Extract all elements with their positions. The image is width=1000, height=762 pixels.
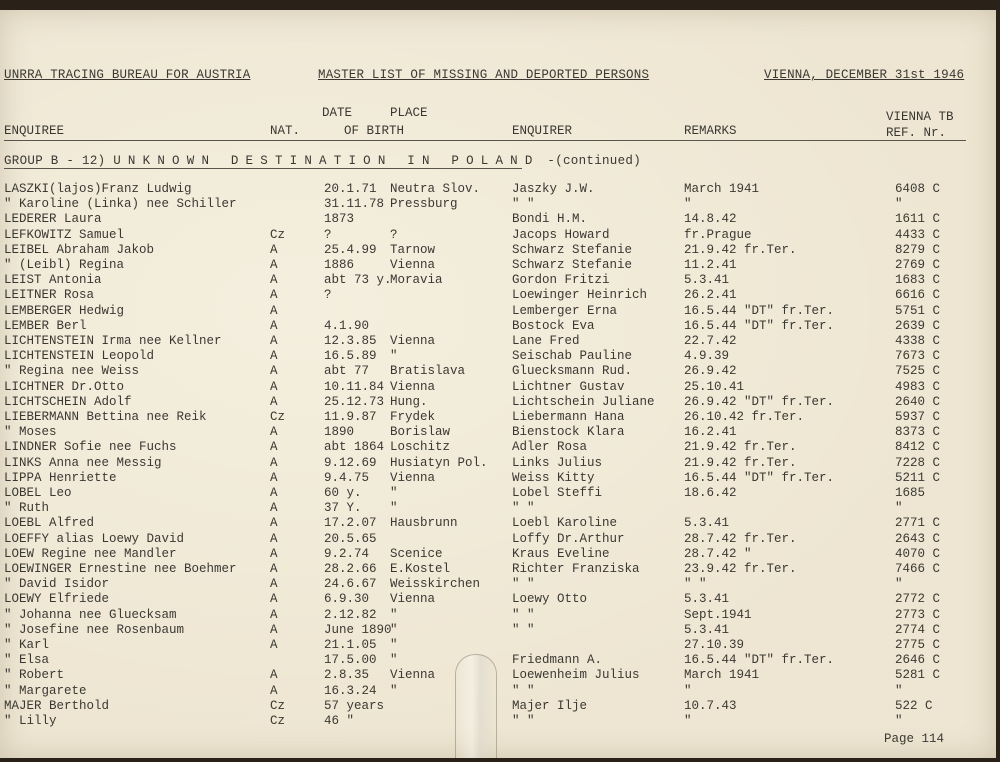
header-rule <box>4 140 966 141</box>
cell-ref: 8412 C <box>895 440 941 455</box>
cell-remarks: March 1941 <box>684 182 760 196</box>
cell-nat: A <box>270 273 278 288</box>
page-header <box>0 68 970 88</box>
cell-place: " <box>390 501 398 516</box>
cell-name: LOEW Regine nee Mandler <box>4 546 177 561</box>
table-row <box>0 501 996 516</box>
cell-remarks: 22.7.42 <box>684 334 737 348</box>
cell-enquirer: Lichtner Gustav <box>512 379 625 394</box>
cell-date: 37 Y. <box>324 501 362 516</box>
cell-enquirer: Gordon Fritzi <box>512 273 610 288</box>
cell-remarks: 26.9.42 "DT" fr.Ter. <box>684 394 835 409</box>
cell-remarks: 21.9.42 fr.Ter. <box>684 440 797 455</box>
cell-remarks: 18.6.42 <box>684 486 737 500</box>
cell-enquirer: Jaszky J.W. <box>512 182 595 196</box>
table-row <box>0 288 996 303</box>
cell-date: 1890 <box>324 425 355 440</box>
cell-date: 46 " <box>324 714 355 728</box>
table-row <box>0 714 996 729</box>
cell-nat: A <box>270 242 278 257</box>
table-row <box>0 273 996 288</box>
cell-place: Vienna <box>390 592 436 607</box>
document-page <box>0 10 996 758</box>
cell-ref: 2773 C <box>895 607 941 622</box>
cell-nat: A <box>270 288 278 303</box>
place-date: VIENNA, DECEMBER 31st 1946 <box>764 68 965 82</box>
cell-nat: A <box>270 303 278 318</box>
cell-nat: Cz <box>270 714 286 728</box>
cell-name: LICHTSCHEIN Adolf <box>4 394 132 409</box>
cell-ref: 522 C <box>895 698 933 713</box>
cell-nat: A <box>270 364 278 379</box>
table-row <box>0 653 996 668</box>
cell-nat: Cz <box>270 410 286 424</box>
cell-name: LICHTENSTEIN Irma nee Kellner <box>4 334 222 348</box>
table-row <box>0 364 996 379</box>
cell-enquirer: " " <box>512 197 535 212</box>
table-row <box>0 516 996 531</box>
cell-enquirer: Schwarz Stefanie <box>512 242 633 257</box>
cell-date: 9.12.69 <box>324 455 377 470</box>
cell-enquirer: Bondi H.M. <box>512 212 588 227</box>
cell-date: abt 1864 <box>324 440 385 455</box>
cell-nat: A <box>270 622 278 637</box>
cell-date: 21.1.05 <box>324 638 377 652</box>
cell-nat: A <box>270 440 278 455</box>
cell-date: 57 years <box>324 698 385 713</box>
table-row <box>0 319 996 334</box>
cell-remarks: 14.8.42 <box>684 212 737 227</box>
group-heading <box>4 154 641 168</box>
cell-enquirer: " " <box>512 683 535 698</box>
cell-place: Tarnow <box>390 242 436 257</box>
cell-date: 24.6.67 <box>324 577 377 592</box>
cell-place: Pressburg <box>390 197 458 212</box>
cell-remarks: 4.9.39 <box>684 349 730 364</box>
cell-date: 9.4.75 <box>324 470 370 485</box>
cell-nat: A <box>270 638 278 652</box>
page-number: Page 114 <box>884 732 945 746</box>
cell-ref: 7673 C <box>895 349 941 364</box>
cell-enquirer: " " <box>512 607 535 622</box>
cell-date: 11.9.87 <box>324 410 377 424</box>
table-row <box>0 395 996 410</box>
cell-remarks: 10.7.43 <box>684 698 737 713</box>
cell-date: 17.5.00 <box>324 653 377 668</box>
cell-nat: A <box>270 607 278 622</box>
table-row <box>0 592 996 607</box>
cell-name: LASZKI(lajos)Franz Ludwig <box>4 182 192 196</box>
table-row <box>0 182 996 197</box>
table-row <box>0 562 996 577</box>
cell-enquirer: Lobel Steffi <box>512 486 603 500</box>
table-row <box>0 304 996 319</box>
cell-remarks: 16.5.44 "DT" fr.Ter. <box>684 470 835 485</box>
cell-ref: 8373 C <box>895 425 941 440</box>
table-row <box>0 334 996 349</box>
col-enquirer: ENQUIRER <box>512 124 573 138</box>
cell-ref: 8279 C <box>895 242 941 257</box>
cell-ref: 2772 C <box>895 592 941 607</box>
column-headers <box>0 106 980 142</box>
cell-nat: A <box>270 455 278 470</box>
cell-name: LOBEL Leo <box>4 486 72 500</box>
cell-remarks: 28.7.42 " <box>684 546 752 561</box>
cell-place: Moravia <box>390 273 443 288</box>
table-row <box>0 228 996 243</box>
cell-place: Vienna <box>390 258 436 272</box>
cell-enquirer: Lemberger Erna <box>512 303 618 318</box>
cell-place: " <box>390 349 398 364</box>
cell-remarks: 23.9.42 fr.Ter. <box>684 562 797 576</box>
cell-enquirer: Adler Rosa <box>512 440 588 455</box>
cell-enquirer: Links Julius <box>512 455 603 470</box>
table-row <box>0 471 996 486</box>
table-row <box>0 243 996 258</box>
cell-date: 9.2.74 <box>324 546 370 561</box>
table-row <box>0 258 996 273</box>
cell-date: 25.4.99 <box>324 242 377 257</box>
cell-date: 6.9.30 <box>324 592 370 607</box>
col-remarks: REMARKS <box>684 124 737 138</box>
table-row <box>0 440 996 455</box>
cell-remarks: 5.3.41 <box>684 516 730 531</box>
cell-date: 28.2.66 <box>324 562 377 576</box>
cell-ref: " <box>895 197 903 212</box>
cell-remarks: 11.2.41 <box>684 258 737 272</box>
cell-place: Scenice <box>390 546 443 561</box>
cell-remarks: 5.3.41 <box>684 273 730 288</box>
cell-name: LICHTNER Dr.Otto <box>4 379 125 394</box>
cell-remarks: fr.Prague <box>684 227 752 242</box>
cell-place: Frydek <box>390 410 436 424</box>
cell-date: 16.3.24 <box>324 683 377 698</box>
cell-nat: A <box>270 470 278 485</box>
cell-date: abt 73 y. <box>324 273 392 288</box>
cell-ref: " <box>895 577 903 592</box>
cell-name: LINKS Anna nee Messig <box>4 455 162 470</box>
cell-nat: A <box>270 379 278 394</box>
cell-remarks: 21.9.42 fr.Ter. <box>684 242 797 257</box>
cell-remarks: " " <box>684 577 707 592</box>
cell-ref: 4338 C <box>895 334 941 348</box>
cell-remarks: 26.10.42 fr.Ter. <box>684 410 805 424</box>
cell-nat: A <box>270 562 278 576</box>
cell-nat: A <box>270 486 278 500</box>
cell-place: Loschitz <box>390 440 451 455</box>
cell-enquirer: Seischab Pauline <box>512 349 633 364</box>
table-row <box>0 668 996 683</box>
cell-ref: 5937 C <box>895 410 941 424</box>
table-row <box>0 684 996 699</box>
table-row <box>0 349 996 364</box>
cell-remarks: " <box>684 714 692 728</box>
cell-nat: A <box>270 318 278 333</box>
cell-enquirer: " " <box>512 501 535 516</box>
cell-nat: A <box>270 334 278 348</box>
cell-name: " Moses <box>4 425 57 440</box>
cell-date: 20.5.65 <box>324 531 377 546</box>
cell-ref: 7525 C <box>895 364 941 379</box>
cell-name: LOEWY Elfriede <box>4 592 110 607</box>
cell-name: LIEBERMANN Bettina nee Reik <box>4 410 207 424</box>
cell-ref: 2643 C <box>895 531 941 546</box>
cell-date: 20.1.71 <box>324 182 377 196</box>
cell-ref: 5751 C <box>895 303 941 318</box>
cell-name: MAJER Berthold <box>4 698 110 713</box>
cell-nat: A <box>270 349 278 364</box>
cell-name: " Margarete <box>4 683 87 698</box>
cell-date: 17.2.07 <box>324 516 377 531</box>
col-of-birth: OF BIRTH <box>344 124 405 138</box>
col-date: DATE <box>322 106 353 120</box>
cell-enquirer: Bienstock Klara <box>512 425 625 440</box>
cell-date: ? <box>324 288 332 303</box>
cell-ref: 2769 C <box>895 258 941 272</box>
cell-enquirer: " " <box>512 714 535 728</box>
cell-ref: 7228 C <box>895 455 941 470</box>
cell-enquirer: Lane Fred <box>512 334 580 348</box>
cell-enquirer: Loffy Dr.Arthur <box>512 531 625 546</box>
list-title: MASTER LIST OF MISSING AND DEPORTED PERSONS <box>318 68 650 82</box>
cell-place: Vienna <box>390 334 436 348</box>
cell-enquirer: Bostock Eva <box>512 318 595 333</box>
cell-nat: Cz <box>270 227 286 242</box>
cell-remarks: 16.5.44 "DT" fr.Ter. <box>684 318 835 333</box>
cell-ref: 2775 C <box>895 638 941 652</box>
cell-ref: 4983 C <box>895 379 941 394</box>
cell-ref: 2771 C <box>895 516 941 531</box>
cell-place: Hung. <box>390 394 428 409</box>
cell-nat: A <box>270 546 278 561</box>
table-row <box>0 547 996 562</box>
cell-date: 12.3.85 <box>324 334 377 348</box>
binder-clip-shadow <box>455 654 497 759</box>
cell-name: " Ruth <box>4 501 50 516</box>
group-prefix: GROUP B - 12) <box>4 154 106 168</box>
table-row <box>0 532 996 547</box>
table-row <box>0 699 996 714</box>
cell-name: " Lilly <box>4 714 57 728</box>
cell-nat: Cz <box>270 698 286 713</box>
cell-ref: 2774 C <box>895 622 941 637</box>
cell-remarks: 5.3.41 <box>684 622 730 637</box>
cell-nat: A <box>270 592 278 607</box>
cell-nat: A <box>270 683 278 698</box>
bureau-name: UNRRA TRACING BUREAU FOR AUSTRIA <box>4 68 251 82</box>
table-row <box>0 410 996 425</box>
cell-remarks: 5.3.41 <box>684 592 730 607</box>
table-row <box>0 380 996 395</box>
cell-enquirer: Loewinger Heinrich <box>512 288 648 303</box>
cell-ref: 4070 C <box>895 546 941 561</box>
cell-ref: 2646 C <box>895 653 941 668</box>
cell-nat: A <box>270 516 278 531</box>
cell-enquirer: Loebl Karoline <box>512 516 618 531</box>
cell-place: " <box>390 683 398 698</box>
cell-ref: 1685 <box>895 486 926 500</box>
col-place: PLACE <box>390 106 428 120</box>
cell-ref: " <box>895 683 903 698</box>
group-title: UNKNOWN DESTINATION IN POLAND <box>113 154 540 168</box>
cell-name: LICHTENSTEIN Leopold <box>4 349 155 364</box>
cell-ref: 2640 C <box>895 394 941 409</box>
cell-name: " Josefine nee Rosenbaum <box>4 622 185 637</box>
cell-enquirer: Weiss Kitty <box>512 470 595 485</box>
cell-nat: A <box>270 668 278 683</box>
cell-place: " <box>390 607 398 622</box>
cell-enquirer: Jacops Howard <box>512 227 610 242</box>
cell-ref: " <box>895 501 903 516</box>
table-row <box>0 425 996 440</box>
col-ref-line1: VIENNA TB <box>886 110 954 124</box>
table-row <box>0 638 996 653</box>
cell-name: LINDNER Sofie nee Fuchs <box>4 440 177 455</box>
cell-date: 60 y. <box>324 486 362 500</box>
table-row <box>0 456 996 471</box>
cell-enquirer: Kraus Eveline <box>512 546 610 561</box>
cell-remarks: " <box>684 683 692 698</box>
cell-nat: A <box>270 501 278 516</box>
cell-nat: A <box>270 394 278 409</box>
cell-name: " Karl <box>4 638 50 652</box>
cell-ref: 2639 C <box>895 318 941 333</box>
cell-date: 16.5.89 <box>324 349 377 364</box>
cell-name: LEMBER Berl <box>4 318 87 333</box>
cell-remarks: March 1941 <box>684 668 760 683</box>
cell-date: ? <box>324 227 332 242</box>
cell-date: 1873 <box>324 212 355 227</box>
cell-nat: A <box>270 531 278 546</box>
cell-remarks: Sept.1941 <box>684 607 752 622</box>
col-ref-line2: REF. Nr. <box>886 126 947 140</box>
cell-name: " (Leibl) Regina <box>4 258 125 272</box>
cell-nat: A <box>270 258 278 272</box>
cell-ref: 5211 C <box>895 470 941 485</box>
cell-place: " <box>390 638 398 652</box>
cell-enquirer: Gluecksmann Rud. <box>512 364 633 379</box>
cell-name: " Karoline (Linka) nee Schiller <box>4 197 237 212</box>
cell-remarks: " <box>684 197 692 212</box>
cell-place: Vienna <box>390 470 436 485</box>
cell-place: E.Kostel <box>390 562 451 576</box>
cell-name: LOEBL Alfred <box>4 516 95 531</box>
page-bottom-edge <box>0 758 1000 762</box>
cell-remarks: 26.9.42 <box>684 364 737 379</box>
cell-name: LEMBERGER Hedwig <box>4 303 125 318</box>
cell-name: " Regina nee Weiss <box>4 364 140 379</box>
cell-ref: 4433 C <box>895 227 941 242</box>
cell-enquirer: Majer Ilje <box>512 698 588 713</box>
cell-enquirer: Loewy Otto <box>512 592 588 607</box>
cell-remarks: 16.5.44 "DT" fr.Ter. <box>684 653 835 668</box>
cell-ref: 5281 C <box>895 668 941 683</box>
table-row <box>0 623 996 638</box>
cell-name: " David Isidor <box>4 577 110 592</box>
cell-ref: " <box>895 714 903 728</box>
cell-name: LIPPA Henriette <box>4 470 117 485</box>
cell-date: June 1890 <box>324 622 392 637</box>
cell-name: " Robert <box>4 668 65 683</box>
cell-date: 2.12.82 <box>324 607 377 622</box>
cell-place: Vienna <box>390 379 436 394</box>
cell-enquirer: Loewenheim Julius <box>512 668 640 683</box>
table-row <box>0 212 996 227</box>
cell-name: LEFKOWITZ Samuel <box>4 227 125 242</box>
cell-place: Husiatyn Pol. <box>390 455 488 470</box>
table-row <box>0 486 996 501</box>
cell-name: " Elsa <box>4 653 50 668</box>
cell-enquirer: Liebermann Hana <box>512 410 625 424</box>
cell-remarks: 16.5.44 "DT" fr.Ter. <box>684 303 835 318</box>
cell-place: ? <box>390 227 398 242</box>
cell-place: " <box>390 486 398 500</box>
cell-date: 2.8.35 <box>324 668 370 683</box>
group-underline <box>4 168 522 169</box>
cell-remarks: 25.10.41 <box>684 379 745 394</box>
cell-place: " <box>390 622 398 637</box>
cell-place: Weisskirchen <box>390 577 481 592</box>
cell-name: LEITNER Rosa <box>4 288 95 303</box>
cell-name: LEIBEL Abraham Jakob <box>4 242 155 257</box>
table-row <box>0 197 996 212</box>
col-enquiree: ENQUIREE <box>4 124 65 138</box>
cell-enquirer: " " <box>512 577 535 592</box>
cell-ref: 6616 C <box>895 288 941 303</box>
cell-date: 10.11.84 <box>324 379 385 394</box>
group-suffix: -(continued) <box>547 154 642 168</box>
cell-name: LEDERER Laura <box>4 212 102 227</box>
cell-remarks: 26.2.41 <box>684 288 737 303</box>
cell-remarks: 21.9.42 fr.Ter. <box>684 455 797 470</box>
cell-place: Borislaw <box>390 425 451 440</box>
cell-nat: A <box>270 577 278 592</box>
cell-date: abt 77 <box>324 364 370 379</box>
cell-date: 25.12.73 <box>324 394 385 409</box>
cell-name: " Johanna nee Gluecksam <box>4 607 177 622</box>
cell-date: 31.11.78 <box>324 197 385 212</box>
cell-place: Hausbrunn <box>390 516 458 531</box>
table-row <box>0 608 996 623</box>
cell-date: 4.1.90 <box>324 318 370 333</box>
cell-name: LOEFFY alias Loewy David <box>4 531 185 546</box>
cell-place: Bratislava <box>390 364 466 379</box>
cell-place: " <box>390 653 398 668</box>
cell-enquirer: Friedmann A. <box>512 653 603 668</box>
cell-ref: 6408 C <box>895 182 941 196</box>
cell-ref: 1611 C <box>895 212 941 227</box>
cell-name: LEIST Antonia <box>4 273 102 288</box>
cell-place: Vienna <box>390 668 436 683</box>
cell-enquirer: " " <box>512 622 535 637</box>
cell-enquirer: Schwarz Stefanie <box>512 258 633 272</box>
cell-place: Neutra Slov. <box>390 182 481 196</box>
cell-remarks: 28.7.42 fr.Ter. <box>684 531 797 546</box>
col-nat: NAT. <box>270 124 301 138</box>
cell-ref: 1683 C <box>895 273 941 288</box>
cell-ref: 7466 C <box>895 562 941 576</box>
cell-remarks: 16.2.41 <box>684 425 737 440</box>
cell-enquirer: Richter Franziska <box>512 562 640 576</box>
cell-remarks: 27.10.39 <box>684 638 745 652</box>
cell-nat: A <box>270 425 278 440</box>
cell-date: 1886 <box>324 258 355 272</box>
cell-enquirer: Lichtschein Juliane <box>512 394 655 409</box>
cell-name: LOEWINGER Ernestine nee Boehmer <box>4 562 237 576</box>
table-row <box>0 577 996 592</box>
